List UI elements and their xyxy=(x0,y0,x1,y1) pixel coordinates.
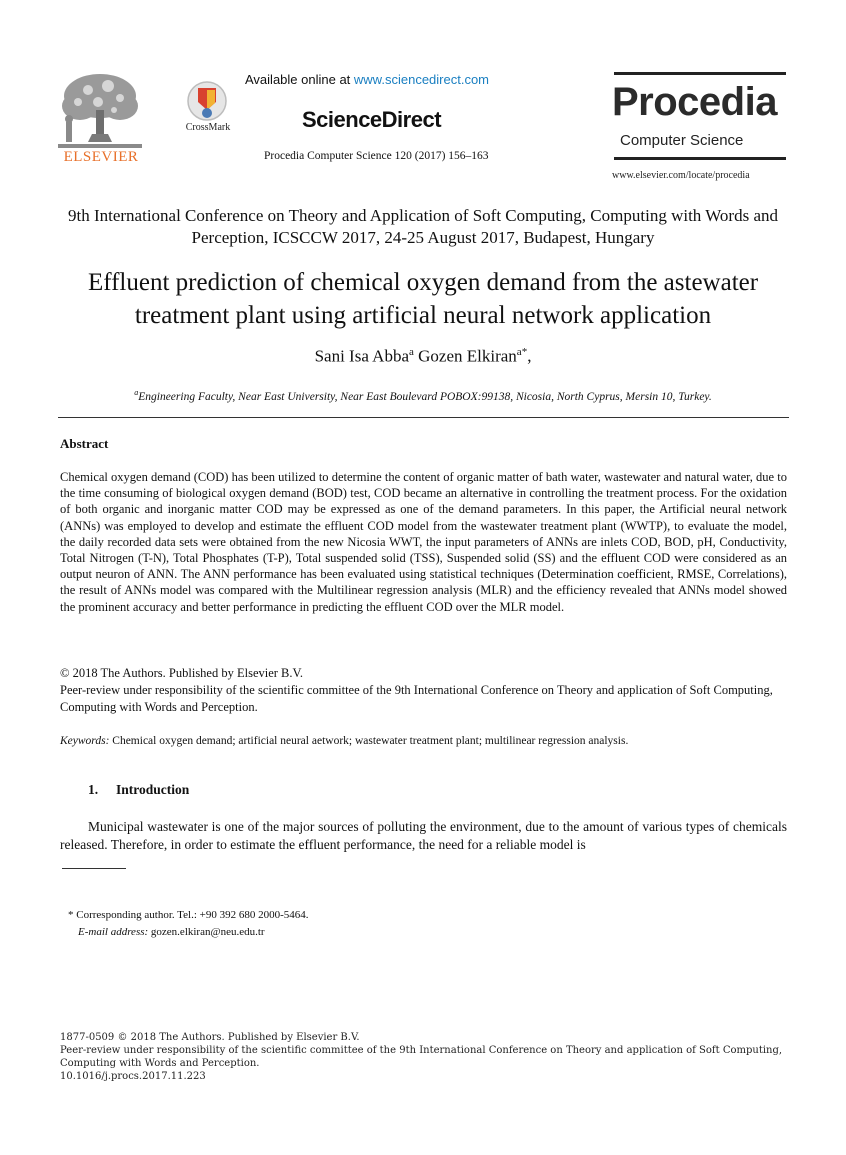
keywords xyxy=(60,735,787,747)
abstract-heading: Abstract xyxy=(60,436,109,451)
paper-title: Effluent prediction of chemical oxygen demand from the astewater treatment plant using artificial neural network application xyxy=(87,269,759,329)
elsevier-wordmark: ELSEVIER xyxy=(63,149,139,165)
copyright-notice xyxy=(60,665,787,716)
affiliation xyxy=(0,388,846,403)
introduction-text: Municipal wastewater is one of the major sources of polluting the environment, due to the amount of various types of chemicals released. Therefore, in order to estimate the effluent performance, the need for a reliable model is xyxy=(60,819,787,852)
footer-peer-review-line: Peer-review under responsibility of the scientific committee of the 9th International Conference on Theory and application of Soft Computing, Computing with Words and Perception. xyxy=(60,1045,783,1069)
section-number: 1. xyxy=(88,782,99,797)
procedia-url-link[interactable]: www.elsevier.com/locate/procedia xyxy=(612,170,750,181)
corresponding-author-mark[interactable]: * xyxy=(521,346,528,358)
author-name: Gozen Elkiran xyxy=(413,346,517,366)
email-footnote xyxy=(78,926,265,938)
sciencedirect-logo: ScienceDirect xyxy=(302,107,442,132)
email-address-link[interactable]: gozen.elkiran@neu.edu.tr xyxy=(148,926,265,938)
author-affiliation-mark: a xyxy=(409,346,414,358)
keywords-text: Chemical oxygen demand; artificial neural aetwork; wastewater treatment plant; multilinear regression analysis. xyxy=(109,735,629,747)
peer-review-line: Peer-review under responsibility of the scientific committee of the 9th International Conference on Theory and application of Soft Computing, Computing with Words and Perception. xyxy=(60,683,773,714)
procedia-bottom-rule xyxy=(614,157,786,160)
journal-reference: Procedia Computer Science 120 (2017) 156–163 xyxy=(264,150,489,162)
copyright-line: © 2018 The Authors. Published by Elsevier B.V. xyxy=(60,666,304,680)
keywords-label: Keywords: xyxy=(60,735,110,747)
section-title: Introduction xyxy=(116,782,190,797)
procedia-logo: Procedia xyxy=(612,80,777,124)
available-online xyxy=(245,72,489,87)
conference-name: 9th International Conference on Theory and Application of Soft Computing, Computing with Words and Perception, ICSCCW 2017, 24-25 August 2017, Budapest, Hungary xyxy=(67,206,778,247)
sciencedirect-link[interactable]: www.sciencedirect.com xyxy=(353,72,490,87)
author-affiliation-mark: a xyxy=(516,346,522,358)
procedia-subtitle: Computer Science xyxy=(620,132,744,149)
header-divider xyxy=(58,417,789,418)
available-online-text: Available online at xyxy=(245,72,354,87)
abstract-text: Chemical oxygen demand (COD) has been utilized to determine the content of organic matter of bath water, wastewater and natural water, due to the time consuming of biological oxygen demand (BOD) test, COD became an alternative in controlling the treatment process. For the oxidation of both organic and inorganic matter COD may be expressed as one of the demand parameters. In this paper, the Artificial neural network (ANNs) was employed to develop and estimate the effluent COD model from the wastewater treatment plant (WWTP), to evaluate the model, the daily recorded data sets were obtained from the new Nicosia WWT, the input parameters of ANNs are inlets COD, BOD, pH, Conductivity, Total Nitrogen (T-N), Total Phosphates (T-P), Total suspended solid (TSS), Suspended solid (SS) and the effluent COD were considered as an output neuron of ANN. The ANN performance has been evaluated using statistical techniques (Determination coefficient, RMSE, Correlations), the result of ANNs model was compared with the Multilinear regression analysis (MLR) and the efficiency revealed that ANNs model showed the prominent accuracy and better performance in predicting the effluent COD over the MLR model. xyxy=(60,470,787,614)
crossmark-label: CrossMark xyxy=(185,122,231,133)
issn-copyright-line: 1877-0509 © 2018 The Authors. Published by Elsevier B.V. xyxy=(60,1032,360,1043)
doi-link[interactable]: 10.1016/j.procs.2017.11.223 xyxy=(60,1071,206,1082)
email-label: E-mail address: xyxy=(78,926,149,938)
page-footer xyxy=(60,1031,787,1083)
elsevier-tree-logo xyxy=(58,70,142,152)
crossmark-icon[interactable] xyxy=(186,80,228,122)
footnote-divider xyxy=(62,868,126,869)
author-name: Sani Isa Abba xyxy=(314,346,409,366)
introduction-heading xyxy=(88,782,189,798)
affiliation-mark: a xyxy=(134,388,139,397)
affiliation-text: Engineering Faculty, Near East University, Near East Boulevard POBOX:99138, Nicosia, North Cyprus, Mersin 10, Turkey. xyxy=(138,390,712,403)
corresponding-author-footnote: * Corresponding author. Tel.: +90 392 680 2000-5464. xyxy=(68,909,309,921)
procedia-top-rule xyxy=(614,72,786,75)
author-trailing: , xyxy=(527,346,532,366)
author-list xyxy=(0,346,846,367)
